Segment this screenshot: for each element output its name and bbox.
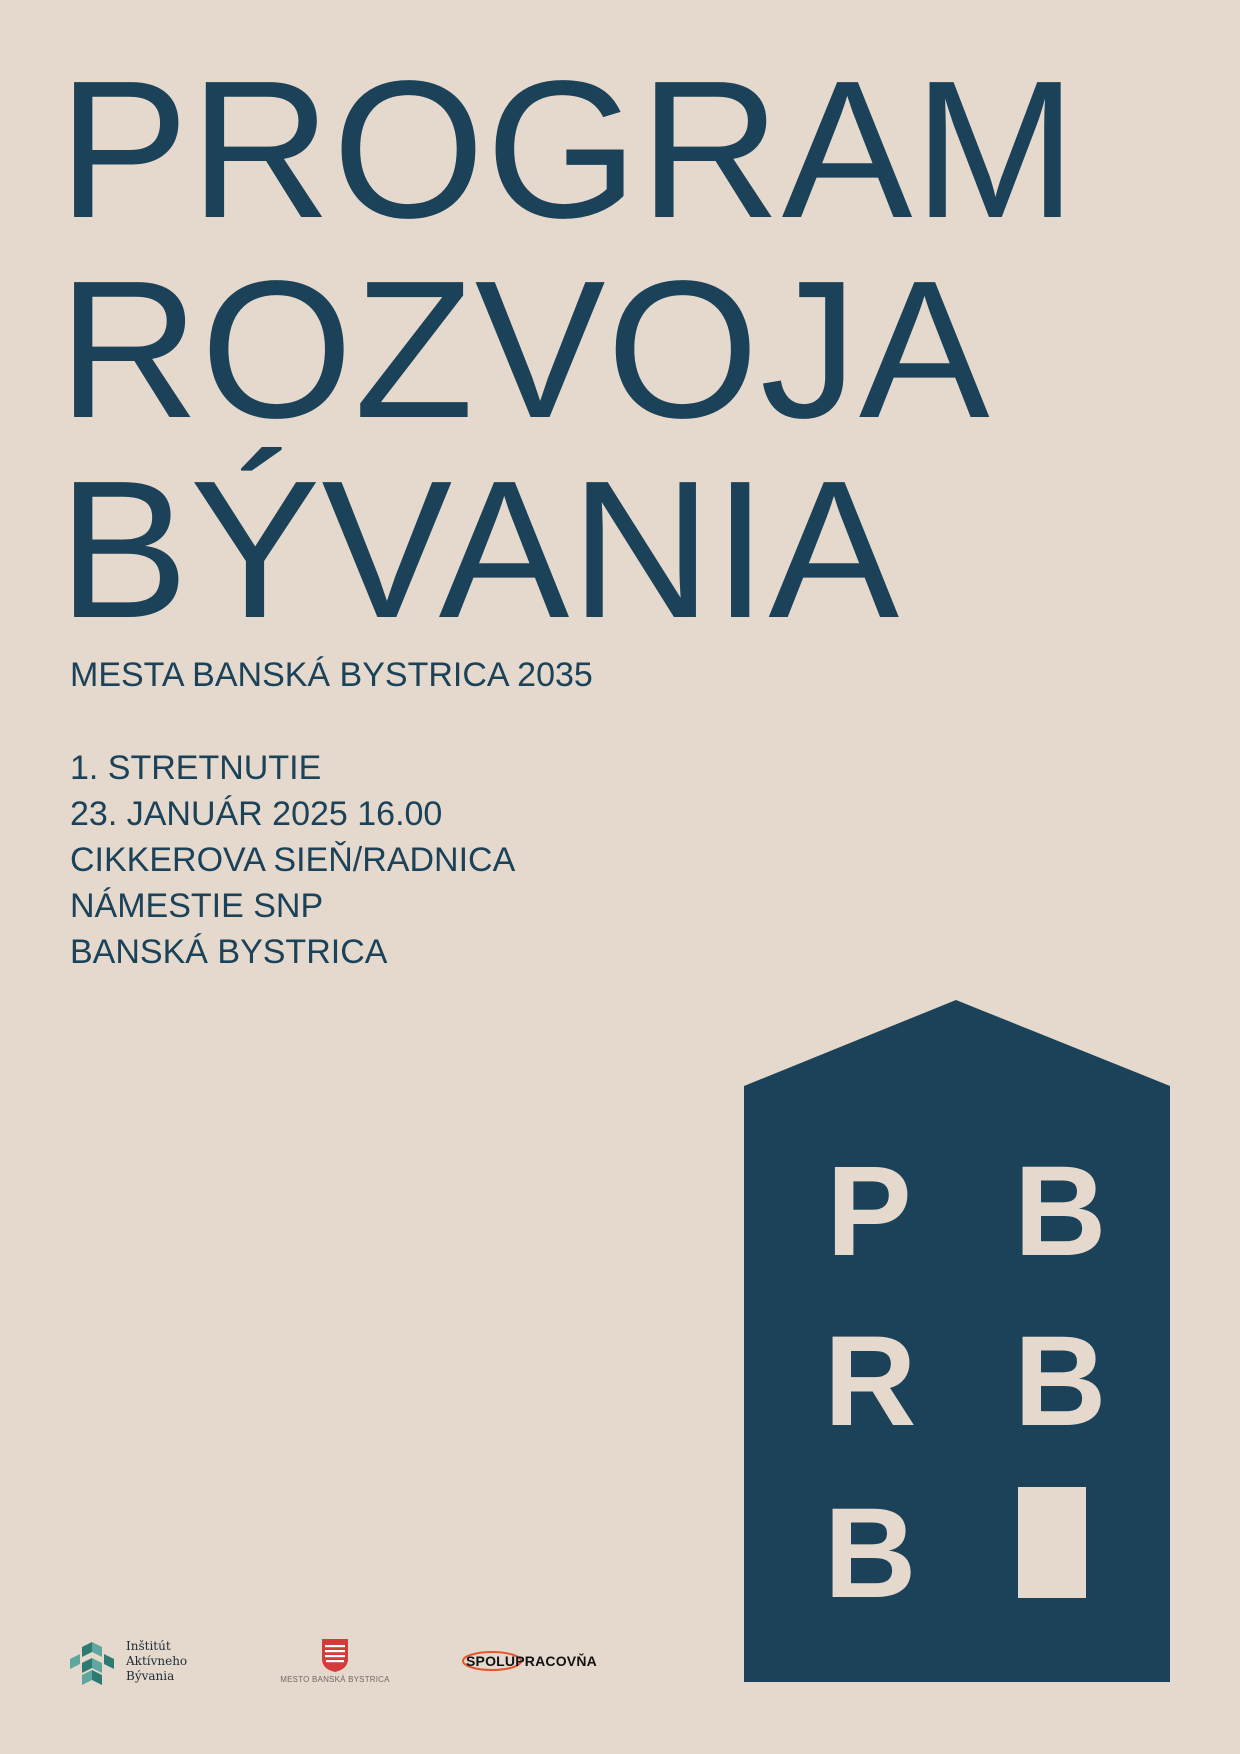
event-meeting: 1. STRETNUTIE xyxy=(70,749,322,787)
title-line-program: PROGRAM xyxy=(58,40,1078,259)
emblem-letter-r: R xyxy=(824,1310,917,1453)
partner-logos xyxy=(70,1635,670,1695)
iab-logo-line-2: Aktívneho xyxy=(126,1654,188,1668)
event-city: BANSKÁ BYSTRICA xyxy=(70,933,388,971)
title-line-rozvoja: ROZVOJA xyxy=(58,240,991,459)
event-venue: CIKKEROVA SIEŇ/RADNICA xyxy=(70,841,516,879)
prbb-house-emblem xyxy=(744,1000,1170,1682)
title-line-byvania: BÝVANIA xyxy=(58,440,901,659)
mesto-logo-text: MESTO BANSKÁ BYSTRICA xyxy=(280,1675,390,1684)
mesto-banska-bystrica-logo xyxy=(280,1637,390,1687)
emblem-letter-b-2: B xyxy=(1014,1310,1107,1453)
iab-logo-line-1: Inštitút xyxy=(126,1639,171,1653)
house-shape xyxy=(744,1000,1170,1682)
poster-subtitle: MESTA BANSKÁ BYSTRICA 2035 xyxy=(70,656,593,694)
iab-logo-line-3: Bývania xyxy=(126,1669,175,1683)
emblem-letter-b-3: B xyxy=(824,1482,917,1625)
iab-logo-text xyxy=(126,1639,187,1684)
coat-of-arms-icon xyxy=(280,1637,390,1673)
emblem-letter-b-1: B xyxy=(1014,1140,1107,1283)
event-square: NÁMESTIE SNP xyxy=(70,887,324,925)
iab-cube-icon xyxy=(70,1637,120,1685)
emblem-door-block xyxy=(1018,1487,1086,1598)
spolupracovna-logo xyxy=(466,1649,597,1673)
spolu-text-part1: SPOLU xyxy=(466,1653,516,1669)
event-details xyxy=(70,745,515,975)
spolu-text-part2: PRACOVŇA xyxy=(515,1653,597,1669)
emblem-letter-p: P xyxy=(826,1140,912,1283)
iab-logo xyxy=(70,1637,200,1687)
event-datetime: 23. JANUÁR 2025 16.00 xyxy=(70,795,443,833)
